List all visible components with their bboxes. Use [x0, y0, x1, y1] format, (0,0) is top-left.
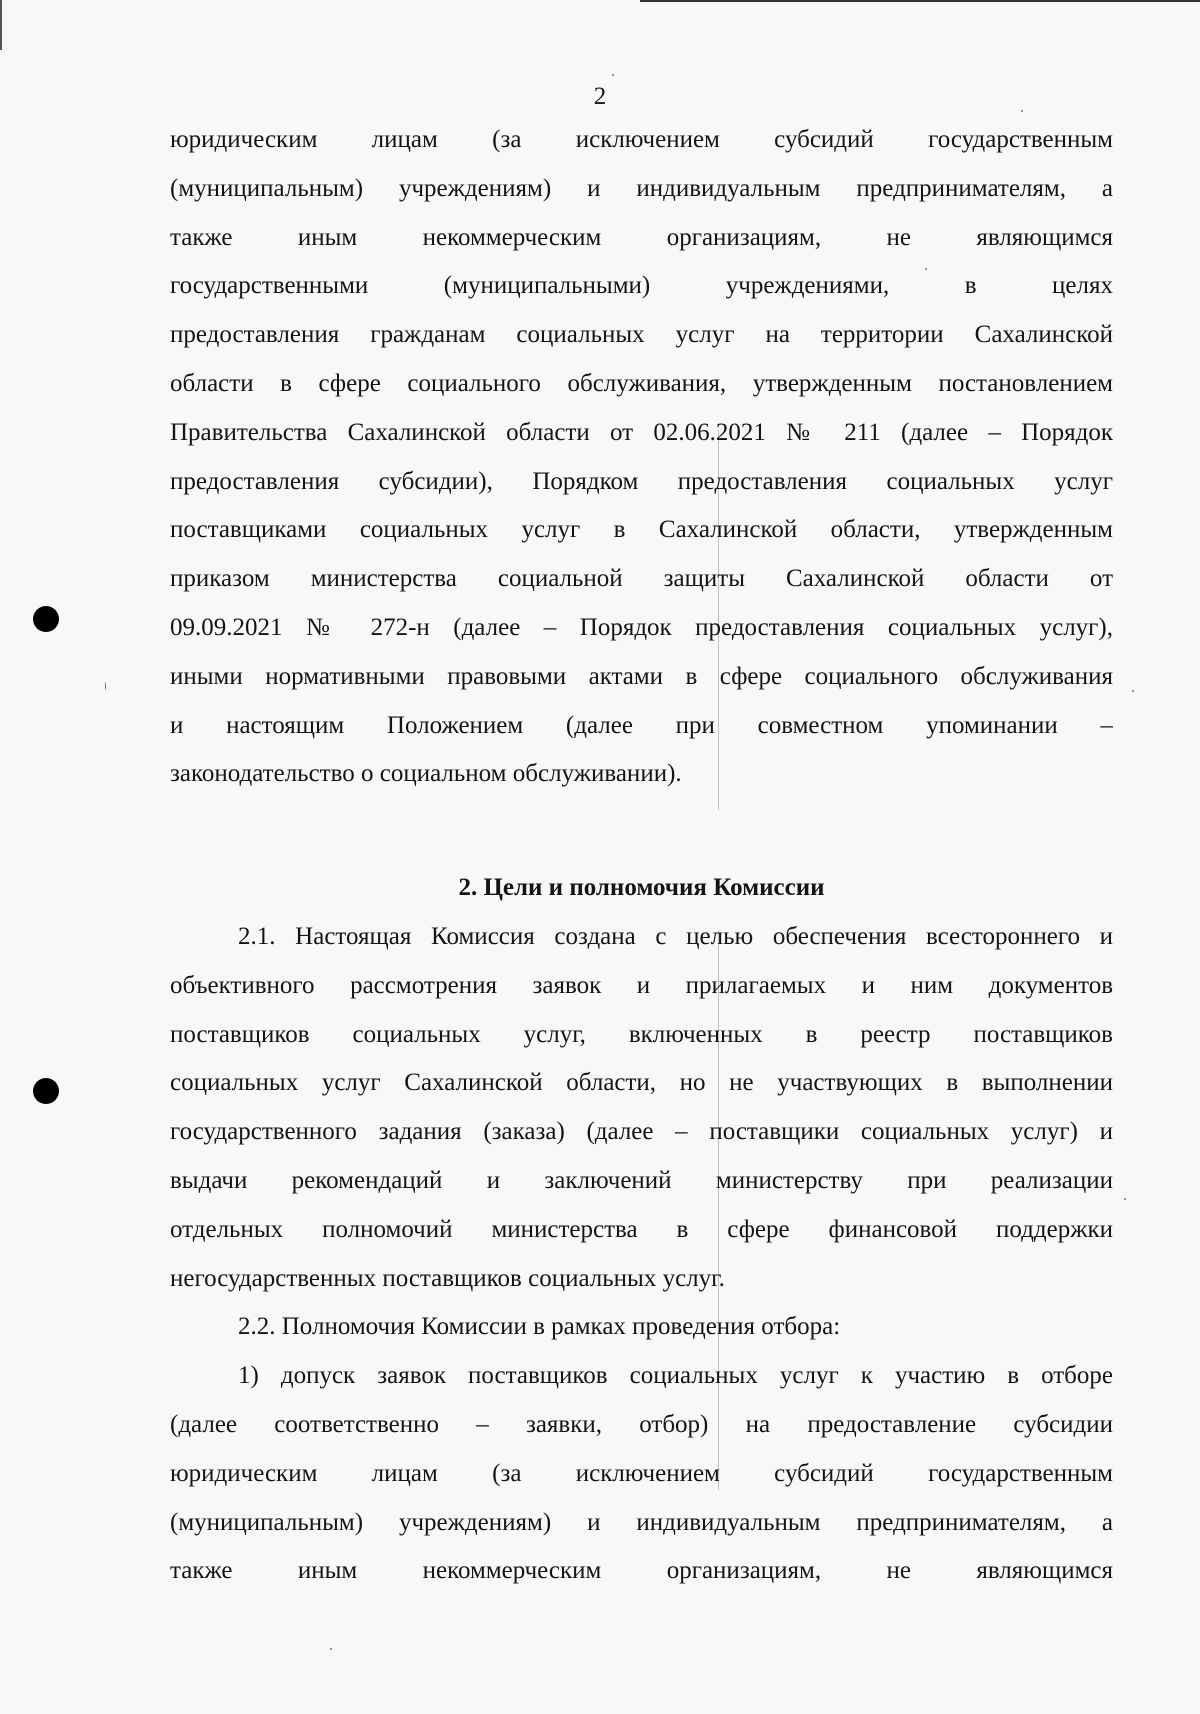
scan-edge: [640, 0, 1200, 2]
scan-speck: [1124, 1198, 1126, 1200]
text-line: государственными (муниципальными) учреждениями, в целях: [170, 272, 1113, 300]
text-line: отдельных полномочий министерства в сфере финансовой поддержки: [170, 1215, 1113, 1243]
text-line: негосударственных поставщиков социальных услуг.: [170, 1264, 725, 1292]
scan-speck: [1132, 690, 1134, 692]
text-line: выдачи рекомендаций и заключений министерству при реализации: [170, 1166, 1113, 1194]
text-line: законодательство о социальном обслуживании).: [170, 760, 682, 788]
text-line: (муниципальным) учреждениям) и индивидуальным предпринимателям, а: [170, 174, 1113, 202]
paragraph-1: [170, 116, 1113, 799]
text-line: также иным некоммерческим организациям, не являющимся: [170, 223, 1113, 251]
text-line: 1) допуск заявок поставщиков социальных услуг к участию в отборе: [238, 1362, 1113, 1390]
text-line: 2.1. Настоящая Комиссия создана с целью обеспечения всестороннего и: [238, 923, 1113, 950]
text-line: предоставления гражданам социальных услуг на территории Сахалинской: [170, 321, 1113, 349]
punch-hole: [33, 606, 59, 632]
text-line: (далее соответственно – заявки, отбор) на предоставление субсидии: [170, 1410, 1113, 1438]
scan-speck: [330, 1648, 332, 1650]
text-line: иными нормативными правовыми актами в сфере социального обслуживания: [170, 662, 1113, 690]
text-line: объективного рассмотрения заявок и прилагаемых и ним документов: [170, 971, 1113, 999]
scan-speck: [105, 682, 106, 690]
text-line: юридическим лицам (за исключением субсидий государственным: [170, 1459, 1113, 1487]
punch-hole: [33, 1078, 59, 1104]
text-line: социальных услуг Сахалинской области, но не участвующих в выполнении: [170, 1069, 1113, 1097]
text-line: поставщиков социальных услуг, включенных в реестр поставщиков: [170, 1020, 1113, 1048]
text-line: также иным некоммерческим организациям, не являющимся: [170, 1557, 1113, 1585]
text-line: (муниципальным) учреждениям) и индивидуальным предпринимателям, а: [170, 1508, 1113, 1536]
text-line: предоставления субсидии), Порядком предоставления социальных услуг: [170, 467, 1113, 495]
text-line: области в сфере социального обслуживания, утвержденным постановлением: [170, 369, 1113, 397]
text-line: 2.2. Полномочия Комиссии в рамках проведения отбора:: [238, 1313, 841, 1341]
text-line: и настоящим Положением (далее при совместном упоминании –: [170, 711, 1113, 739]
section-2-body: [170, 913, 1113, 1596]
text-line: государственного задания (заказа) (далее – поставщики социальных услуг) и: [170, 1118, 1113, 1146]
text-line: поставщиками социальных услуг в Сахалинской области, утвержденным: [170, 516, 1113, 544]
section-heading: 2. Цели и полномочия Комиссии: [458, 874, 825, 901]
text-line: приказом министерства социальной защиты Сахалинской области от: [170, 565, 1113, 593]
text-line: 09.09.2021 № 272-н (далее – Порядок предоставления социальных услуг),: [170, 613, 1113, 641]
scan-edge: [0, 0, 2, 50]
text-line: юридическим лицам (за исключением субсидий государственным: [170, 126, 1113, 153]
text-line: Правительства Сахалинской области от 02.06.2021 № 211 (далее – Порядок: [170, 418, 1113, 446]
scan-speck: [612, 74, 614, 76]
page-number: 2: [593, 83, 607, 110]
